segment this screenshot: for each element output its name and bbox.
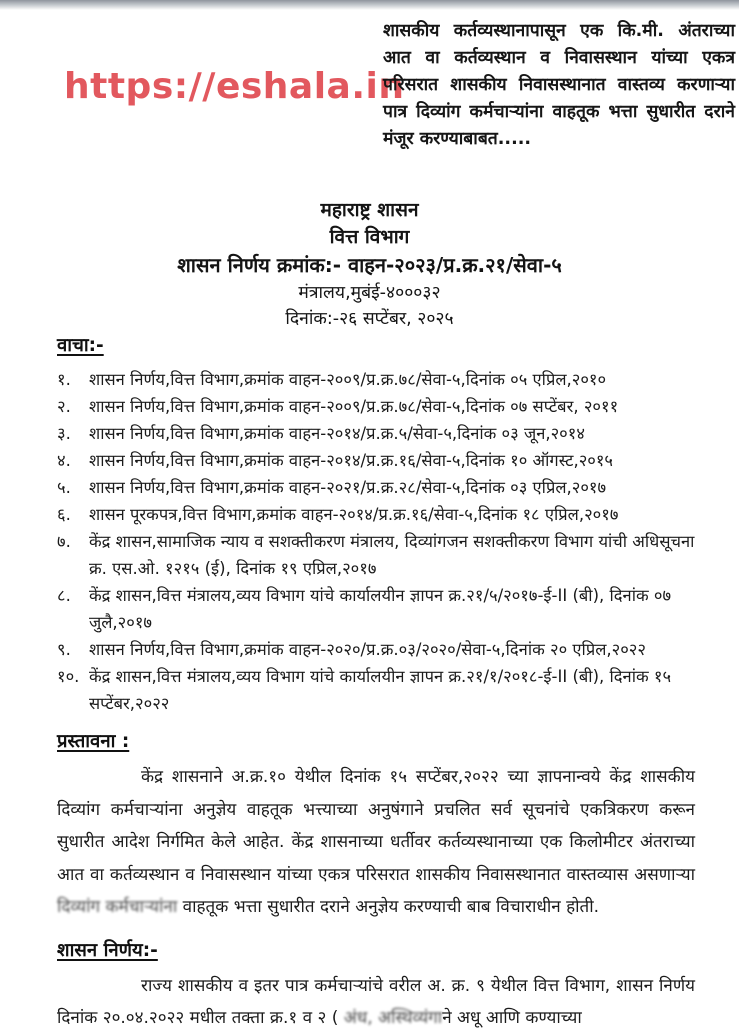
read-item-text: केंद्र शासन,वित्त मंत्रालय,व्यय विभाग यांचे कार्यालयीन ज्ञापन क्र.२१/५/२०१७-ई-II (बी), दिनांक ०७ जुलै,२०१७ [89,586,672,632]
read-list-item [57,447,695,474]
gr-number-line: शासन निर्णय क्रमांक:- वाहन-२०२३/प्र.क्र.२१/सेवा-५ [177,253,562,277]
subject-text: शासकीय कर्तव्यस्थानापासून एक कि.मी. अंतराच्या आत वा कर्तव्यस्थान व निवासस्थान यांच्या एकत्र परिसरात शासकीय निवासस्थानात वास्तव्य करणाऱ्या पात्र दिव्यांग कर्मचाऱ्यांना वाहतूक भत्ता सुधारीत दराने मंजूर करण्याबाबत..... [383,21,735,149]
read-list-item [57,393,695,420]
read-item-text: शासन निर्णय,वित्त विभाग,क्रमांक वाहन-२०२१/प्र.क्र.२८/सेवा-५,दिनांक ०३ एप्रिल,२०१७ [89,478,607,497]
read-item-number: ४. [57,451,71,470]
read-item-text: शासन पूरकपत्र,वित्त विभाग,क्रमांक वाहन-२०१४/प्र.क्र.१६/सेवा-५,दिनांक १८ एप्रिल,२०१७ [89,505,619,524]
document-date: दिनांक:-२६ सप्टेंबर, २०२५ [285,309,454,329]
decision-text-after: ने अधू आणि कण्याच्या [442,1008,582,1028]
read-reference-list [57,366,695,717]
read-item-number: ३. [57,424,71,443]
read-list-item [57,636,695,663]
read-list-item [57,420,695,447]
read-item-text: शासन निर्णय,वित्त विभाग,क्रमांक वाहन-२०१४/प्र.क्र.५/सेवा-५,दिनांक ०३ जून,२०१४ [89,424,585,443]
document-header [0,197,739,332]
government-title: महाराष्ट्र शासन [320,199,419,221]
read-heading-text: वाचा:- [57,335,104,356]
scan-top-edge [0,0,739,10]
read-item-number: २. [57,397,71,416]
read-item-number: ५. [57,478,71,497]
office-address: मंत्रालय,मुबंई-४०००३२ [298,283,441,303]
read-list-item [57,528,695,582]
preamble-heading [57,730,695,754]
document-body [57,334,695,1035]
preamble-heading-text: प्रस्तावना : [57,731,130,752]
read-item-text: केंद्र शासन,वित्त मंत्रालय,व्यय विभाग यांचे कार्यालयीन ज्ञापन क्र.२१/१/२०१८-ई-II (बी), दिनांक १५ सप्टेंबर,२०२२ [89,667,672,713]
watermark-url: https://eshala.in [64,66,405,107]
decision-text-blurred: अंध, अस्थिव्यंगा [343,1008,443,1028]
decision-text-before: राज्य शासकीय व इतर पात्र कर्मचाऱ्यांचे वरील अ. क्र. ९ येथील वित्त विभाग, शासन निर्णय दिनांक २०.०४.२०२२ मधील तक्ता क्र.१ व २ ( [57,975,695,1028]
read-item-text: केंद्र शासन,सामाजिक न्याय व सशक्तीकरण मंत्रालय, दिव्यांगजन सशक्तीकरण विभाग यांची अधिसूचना क्र. एस.ओ. १२१५ (ई), दिनांक १९ एप्रिल,२०१७ [89,532,695,578]
read-item-number: १०. [57,667,80,686]
read-item-number: १. [57,370,71,389]
read-list-item [57,501,695,528]
read-item-number: ९. [57,640,71,659]
read-item-number: ७. [57,532,71,551]
read-list-item [57,582,695,636]
read-section-heading [57,334,695,358]
read-list-item [57,366,695,393]
read-item-number: ८. [57,586,71,605]
read-list-item [57,663,695,717]
preamble-paragraph [57,761,695,924]
read-item-text: शासन निर्णय,वित्त विभाग,क्रमांक वाहन-२०२०/प्र.क्र.०३/२०२०/सेवा-५,दिनांक २० एप्रिल,२०२२ [89,640,646,659]
preamble-text-blurred: दिव्यांग कर्मचाऱ्यांना [57,897,178,917]
read-item-text: शासन निर्णय,वित्त विभाग,क्रमांक वाहन-२०१४/प्र.क्र.१६/सेवा-५,दिनांक १० ऑगस्ट,२०१५ [89,451,614,470]
decision-paragraph [57,970,695,1035]
read-item-text: शासन निर्णय,वित्त विभाग,क्रमांक वाहन-२००९/प्र.क्र.७८/सेवा-५,दिनांक ०५ एप्रिल,२०१० [89,370,607,389]
read-list-item [57,474,695,501]
decision-heading-text: शासन निर्णय:- [57,939,158,961]
read-item-number: ६. [57,505,71,524]
department-title: वित्त विभाग [329,226,410,248]
read-item-text: शासन निर्णय,वित्त विभाग,क्रमांक वाहन-२००९/प्र.क्र.७८/सेवा-५,दिनांक ०७ सप्टेंबर, २०११ [89,397,619,416]
preamble-text-after: वाहतूक भत्ता सुधारीत दराने अनुज्ञेय करण्याची बाब विचाराधीन होती. [177,897,600,917]
preamble-text-before: केंद्र शासनाने अ.क्र.१० येथील दिनांक १५ सप्टेंबर,२०२२ च्या ज्ञापनान्वये केंद्र शासकीय दिव्यांग कर्मचाऱ्यांना अनुज्ञेय वाहतूक भत्त्याच्या अनुषंगाने प्रचलित सर्व सूचनांचे एकत्रिकरण करून सुधारीत आदेश निर्गमित केले आहेत. केंद्र शासनाच्या धर्तीवर कर्तव्यस्थानाच्या एक किलोमीटर अंतराच्या आत वा कर्तव्यस्थान व निवासस्थान यांच्या एकत्र परिसरात शासकीय निवासस्थानात वास्तव्यास असणाऱ्या [57,767,695,885]
decision-heading [57,939,695,963]
